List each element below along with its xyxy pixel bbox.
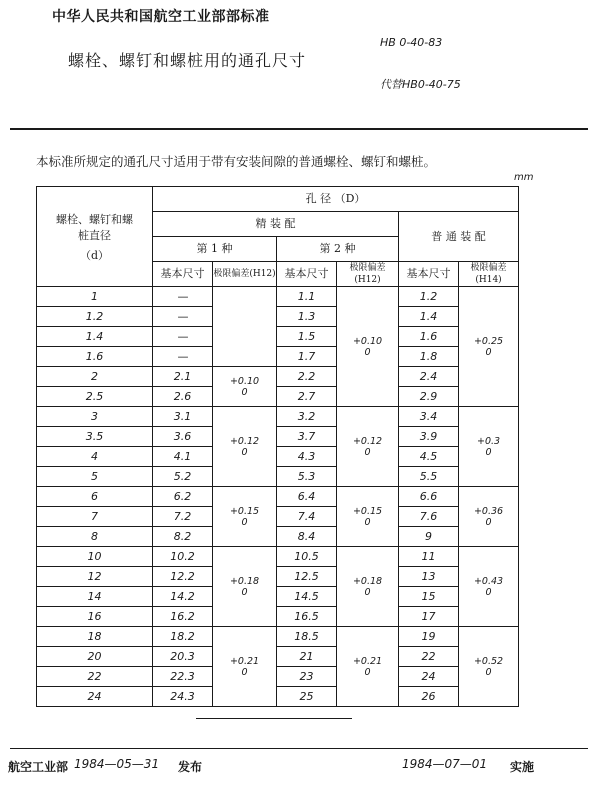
cell-series2-size: 7.4 [277,507,337,527]
cell-series1-size: — [153,307,213,327]
table-row [37,607,519,627]
cell-series1-size: 7.2 [153,507,213,527]
cell-diameter: 5 [37,467,153,487]
cell-series2-tolerance-lower: 0 [364,346,371,358]
cell-series1-size: 6.2 [153,487,213,507]
table-row [37,467,519,487]
cell-normal-tolerance [459,287,519,407]
cell-normal-tolerance [459,547,519,627]
cell-normal-size: 9 [399,527,459,547]
cell-series2-tolerance [337,407,399,487]
cell-series2-tolerance-upper: +0.21 [352,655,383,667]
header-fine-fit: 精 装 配 [153,212,399,237]
cell-series2-size: 25 [277,687,337,707]
cell-diameter: 2.5 [37,387,153,407]
footer-issuer: 航空工业部 [8,760,69,774]
cell-normal-tolerance-upper: +0.3 [476,435,501,447]
cell-series1-size: 4.1 [153,447,213,467]
cell-series1-tolerance-upper: +0.21 [229,655,260,667]
header-basic-size-3: 基本尺寸 [399,262,459,287]
cell-series2-size: 12.5 [277,567,337,587]
cell-normal-size: 1.2 [399,287,459,307]
cell-diameter: 22 [37,667,153,687]
header-basic-size-2: 基本尺寸 [277,262,337,287]
cell-series1-tolerance [213,287,277,367]
table-row [37,687,519,707]
cell-diameter: 18 [37,627,153,647]
cell-series1-size: 2.6 [153,387,213,407]
end-rule [196,718,352,719]
cell-series1-size: 12.2 [153,567,213,587]
clearance-hole-table [36,186,518,703]
table-row [37,307,519,327]
header-tolerance-1: 极限偏差(H12) [213,262,277,287]
cell-series1-size: 16.2 [153,607,213,627]
cell-series1-size: 14.2 [153,587,213,607]
cell-series1-size: — [153,347,213,367]
header-hole-diameter: 孔 径 （D） [153,187,519,212]
cell-diameter: 24 [37,687,153,707]
cell-normal-size: 19 [399,627,459,647]
header-series-2: 第 2 种 [277,237,399,262]
table-row [37,627,519,647]
cell-series2-size: 2.2 [277,367,337,387]
footer-implementation-date: 1984—07—01 [402,757,488,771]
cell-series2-size: 1.7 [277,347,337,367]
cell-series1-size: 22.3 [153,667,213,687]
cell-diameter: 6 [37,487,153,507]
cell-normal-tolerance-lower: 0 [485,346,492,358]
cell-series1-size: 24.3 [153,687,213,707]
cell-series1-size: 3.1 [153,407,213,427]
cell-normal-size: 11 [399,547,459,567]
cell-diameter: 1.4 [37,327,153,347]
cell-series1-size: 10.2 [153,547,213,567]
cell-normal-size: 17 [399,607,459,627]
cell-normal-size: 22 [399,647,459,667]
cell-series1-tolerance-lower: 0 [241,446,248,458]
cell-series2-tolerance-upper: +0.12 [352,435,383,447]
footer-divider [10,748,588,749]
cell-series2-size: 23 [277,667,337,687]
header-diameter [37,187,153,287]
table-row [37,507,519,527]
cell-series2-size: 3.2 [277,407,337,427]
cell-series2-size: 8.4 [277,527,337,547]
cell-normal-tolerance-upper: +0.25 [473,335,504,347]
cell-diameter: 20 [37,647,153,667]
cell-normal-tolerance-lower: 0 [485,446,492,458]
cell-series2-size: 5.3 [277,467,337,487]
cell-series2-tolerance-lower: 0 [364,586,371,598]
cell-series1-size: 8.2 [153,527,213,547]
cell-series2-size: 1.5 [277,327,337,347]
table-row [37,427,519,447]
cell-series2-tolerance [337,287,399,407]
cell-series2-size: 18.5 [277,627,337,647]
cell-series1-tolerance-upper: +0.15 [229,505,260,517]
cell-series1-tolerance [213,367,277,407]
unit-label: mm [514,172,534,183]
scope-statement: 本标准所规定的通孔尺寸适用于带有安装间隙的普通螺栓、螺钉和螺桩。 [36,154,437,169]
cell-normal-size: 3.9 [399,427,459,447]
footer-issue-date: 1984—05—31 [74,757,160,771]
standard-code: HB 0-40-83 [380,36,443,49]
cell-normal-size: 1.6 [399,327,459,347]
cell-normal-tolerance-upper: +0.52 [473,655,504,667]
cell-series1-tolerance-upper: +0.12 [229,435,260,447]
cell-diameter: 8 [37,527,153,547]
cell-normal-tolerance-lower: 0 [485,586,492,598]
cell-normal-size: 6.6 [399,487,459,507]
cell-series1-size: 2.1 [153,367,213,387]
cell-series2-size: 10.5 [277,547,337,567]
cell-normal-tolerance-lower: 0 [485,666,492,678]
header-series-1: 第 1 种 [153,237,277,262]
document-title: 螺栓、螺钉和螺桩用的通孔尺寸 [68,51,307,70]
table-row [37,667,519,687]
cell-normal-tolerance-upper: +0.36 [473,505,504,517]
cell-series2-size: 1.1 [277,287,337,307]
cell-diameter: 16 [37,607,153,627]
table-row [37,547,519,567]
cell-series2-tolerance [337,487,399,547]
cell-diameter: 1.6 [37,347,153,367]
cell-normal-size: 7.6 [399,507,459,527]
cell-normal-size: 5.5 [399,467,459,487]
cell-series2-size: 16.5 [277,607,337,627]
cell-normal-tolerance-upper: +0.43 [473,575,504,587]
table-row [37,347,519,367]
cell-normal-size: 4.5 [399,447,459,467]
table-row [37,487,519,507]
table-row [37,447,519,467]
header-tolerance-3: 极限偏差(H14) [459,262,519,287]
table-row [37,327,519,347]
cell-diameter: 4 [37,447,153,467]
table-row [37,527,519,547]
header-basic-size-1: 基本尺寸 [153,262,213,287]
cell-series2-tolerance-lower: 0 [364,666,371,678]
cell-normal-size: 3.4 [399,407,459,427]
cell-series2-size: 14.5 [277,587,337,607]
cell-diameter: 12 [37,567,153,587]
cell-series2-size: 21 [277,647,337,667]
header-normal-fit: 普 通 装 配 [399,212,519,262]
table-row [37,567,519,587]
table-row [37,387,519,407]
cell-normal-tolerance-lower: 0 [485,516,492,528]
cell-series1-size: — [153,287,213,307]
cell-normal-tolerance [459,627,519,707]
cell-series1-tolerance-upper: +0.10 [229,375,260,387]
cell-diameter: 3.5 [37,427,153,447]
cell-series1-size: 18.2 [153,627,213,647]
cell-series2-tolerance [337,627,399,707]
cell-diameter: 10 [37,547,153,567]
cell-series1-size: 20.3 [153,647,213,667]
cell-series1-tolerance [213,547,277,627]
issuing-authority: 中华人民共和国航空工业部部标准 [52,9,270,25]
header-diameter-symbol: （d） [79,248,110,262]
cell-normal-size: 1.4 [399,307,459,327]
cell-normal-size: 2.4 [399,367,459,387]
cell-series1-tolerance [213,487,277,547]
cell-series1-size: — [153,327,213,347]
cell-series1-tolerance-lower: 0 [241,386,248,398]
replaces-note: 代替HB0-40-75 [380,78,461,91]
cell-diameter: 1.2 [37,307,153,327]
cell-normal-size: 1.8 [399,347,459,367]
cell-diameter: 3 [37,407,153,427]
cell-normal-tolerance [459,487,519,547]
cell-series1-tolerance [213,407,277,487]
cell-normal-size: 24 [399,667,459,687]
cell-normal-size: 2.9 [399,387,459,407]
cell-diameter: 1 [37,287,153,307]
cell-series2-size: 1.3 [277,307,337,327]
header-divider [10,128,588,130]
header-tolerance-2: 极限偏差(H12) [337,262,399,287]
cell-series2-size: 4.3 [277,447,337,467]
cell-series2-tolerance-upper: +0.10 [352,335,383,347]
cell-series2-tolerance [337,547,399,627]
cell-series1-size: 5.2 [153,467,213,487]
table-row [37,407,519,427]
table-row [37,367,519,387]
cell-series2-size: 6.4 [277,487,337,507]
cell-normal-size: 26 [399,687,459,707]
cell-diameter: 7 [37,507,153,527]
cell-series1-tolerance-lower: 0 [241,516,248,528]
cell-normal-tolerance [459,407,519,487]
table-row [37,287,519,307]
cell-series1-tolerance-lower: 0 [241,666,248,678]
cell-series2-tolerance-lower: 0 [364,516,371,528]
table-row [37,587,519,607]
cell-normal-size: 13 [399,567,459,587]
footer-issue-label: 发布 [178,760,203,774]
footer-implementation-label: 实施 [510,760,535,774]
cell-series2-size: 3.7 [277,427,337,447]
cell-series2-tolerance-upper: +0.18 [352,575,383,587]
cell-series2-size: 2.7 [277,387,337,407]
cell-series1-tolerance-upper: +0.18 [229,575,260,587]
cell-series1-tolerance [213,627,277,707]
cell-series1-size: 3.6 [153,427,213,447]
table-row [37,647,519,667]
cell-series1-tolerance-lower: 0 [241,586,248,598]
cell-series2-tolerance-upper: +0.15 [352,505,383,517]
cell-normal-size: 15 [399,587,459,607]
cell-diameter: 14 [37,587,153,607]
cell-diameter: 2 [37,367,153,387]
header-diameter-label: 螺栓、螺钉和螺桩直径 [56,212,133,242]
cell-series2-tolerance-lower: 0 [364,446,371,458]
